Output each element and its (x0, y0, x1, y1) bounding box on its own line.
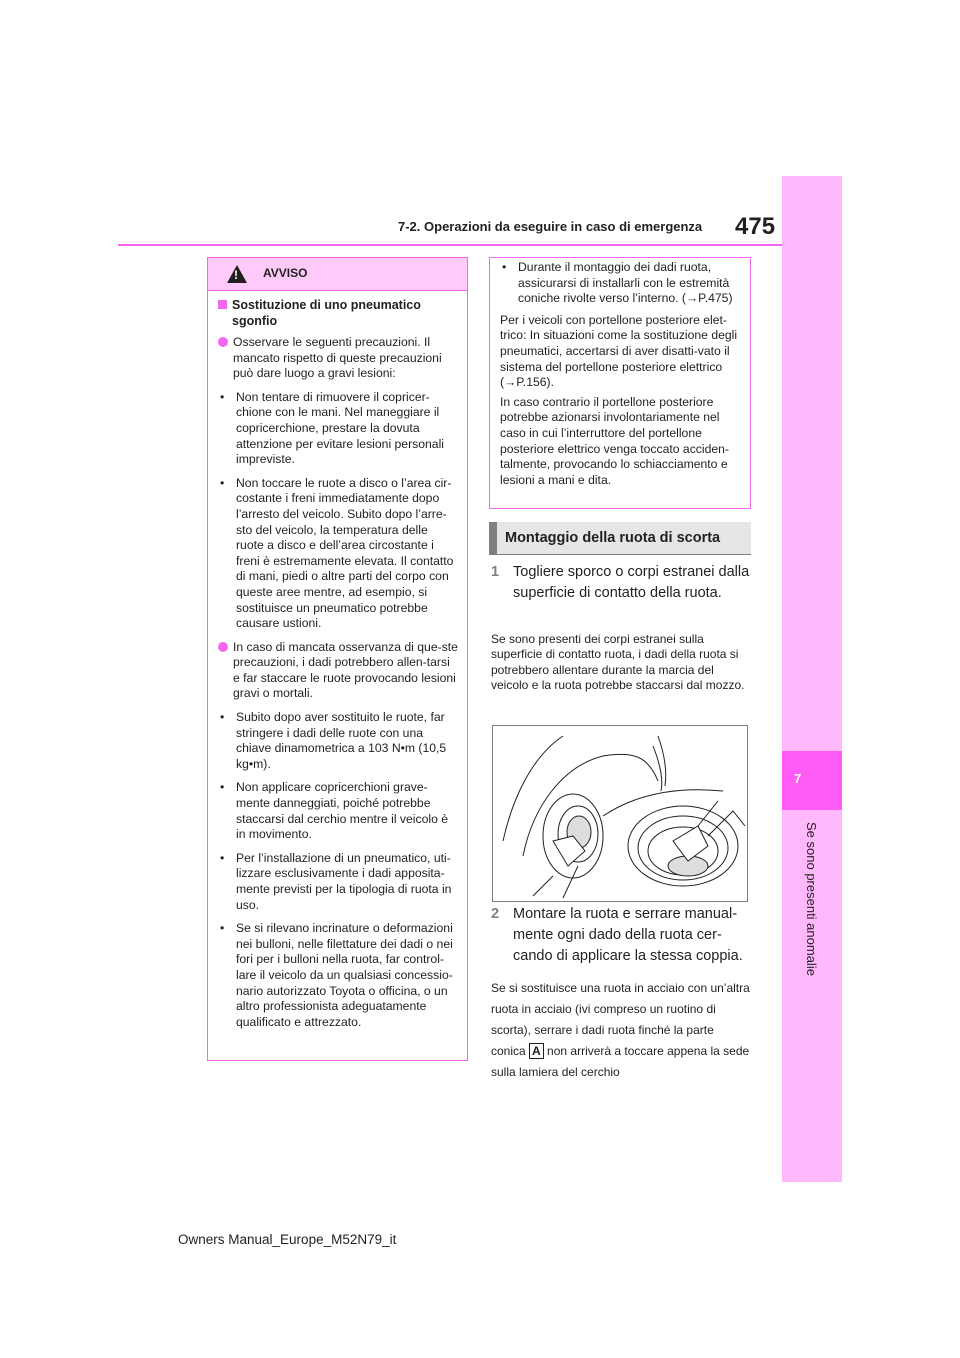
note-paragraph: In caso contrario il portellone posteriore potrebbe azionarsi involontariamente nel caso in cui l’interruttore del portellone posteriore elettrico venga toccato acciden-talmente, provocando lo schiacciamento e lesioni a mani e dita. (500, 394, 729, 487)
section-title: 7-2. Operazioni da eseguire in caso di emergenza (398, 219, 703, 234)
step-2-body (491, 978, 751, 1083)
warning-item-text: In caso di mancata osservanza di que-ste precauzioni, i dadi potrebbero allen-tarsi e far staccare le ruote provocando lesioni gravi o mortali. (233, 639, 458, 701)
circle-bullet-icon (218, 337, 228, 347)
chapter-label: Se sono presenti anomalie (804, 822, 819, 976)
warning-header (208, 258, 467, 291)
square-bullet-icon (218, 300, 227, 309)
step-2 (491, 904, 751, 967)
step-2-body-text: non arriverà a toccare appena la sede sulla lamiera del cerchio (491, 1044, 750, 1079)
warning-item-text: Subito dopo aver sostituito le ruote, far stringere i dadi delle ruote con una chiave dinamometrica a 103 N•m (10,5 kg•m). (236, 710, 447, 771)
chapter-number-tab[interactable] (782, 751, 842, 810)
step-number: 1 (491, 564, 500, 580)
note-bullet (500, 260, 741, 307)
warning-item-text: Se si rilevano incrinature o deformazioni nei bulloni, nelle filettature dei dadi o nei fori per i bulloni nella ruota, far control-lare il veicolo da un qualsiasi concessio-nario autorizzato Toyota o officina, o un altro professionista adeguatamente qualificato e attrezzato. (236, 921, 453, 1029)
note-bullet-text: Durante il montaggio dei dadi ruota, assicurarsi di installarli con le estremità coniche rivolte verso l’interno. (→P.475) (518, 260, 733, 306)
note-box (489, 257, 751, 509)
warning-item-text: Osservare le seguenti precauzioni. Il mancato rispetto di queste precauzioni può dare luogo a gravi lesioni: (233, 335, 442, 381)
dot-bullet-icon: • (220, 921, 225, 936)
step-1-body: Se sono presenti dei corpi estranei sulla superficie di contatto ruota, i dadi della ruota si potrebbero allentare durante la marcia del veicolo e la ruota potrebbe staccarsi dal mozzo. (491, 632, 745, 692)
warning-box (207, 257, 468, 1061)
dot-bullet-icon: • (220, 850, 225, 865)
dot-bullet-icon: • (502, 260, 507, 274)
label-a-marker: A (529, 1043, 544, 1059)
dot-bullet-icon: • (220, 780, 225, 795)
warning-item (218, 640, 458, 702)
page-number: 475 (735, 213, 776, 240)
header-divider (118, 244, 782, 246)
warning-item-text: Non tentare di rimuovere il copricer-chione con le mani. Nel maneggiare il copricerchione, prestare la dovuta attenzione per evitare lesioni personali impreviste. (236, 389, 444, 467)
warning-item (218, 921, 458, 1030)
note-paragraph: Per i veicoli con portellone posteriore elet-trico: In situazioni come la sostituzione degli pneumatici, accertarsi di aver disatti-vato il sistema del portellone posteriore elettrico (→P.156). (500, 312, 738, 390)
circle-bullet-icon (218, 642, 228, 652)
warning-item (218, 851, 458, 913)
warning-heading-text: Sostituzione di uno pneumatico sgonfio (232, 298, 421, 328)
warning-item-text: Per l’installazione di un pneumatico, uti-lizzare esclusivamente i dadi apposita-mente previsti per la tipologia di ruota in uso. (236, 850, 452, 912)
step-text: Montare la ruota e serrare manual-mente ogni dado della ruota cer-cando di applicare la stessa coppia. (513, 906, 743, 964)
section-heading-text: Montaggio della ruota di scorta (505, 530, 721, 546)
section-heading (489, 522, 751, 555)
warning-triangle-icon (227, 265, 247, 283)
warning-item (218, 476, 458, 632)
wheel-cleaning-illustration (492, 725, 748, 902)
chapter-number: 7 (794, 771, 802, 786)
warning-item-text: Non applicare copricerchioni grave-mente danneggiati, poiché potrebbe staccarsi dal cerchio mentre il veicolo è in movimento. (236, 780, 449, 842)
warning-item (218, 780, 458, 842)
warning-item (218, 710, 458, 772)
step-text: Togliere sporco o corpi estranei dalla superficie di contatto della ruota. (513, 564, 750, 601)
warning-item (218, 390, 458, 468)
dot-bullet-icon: • (220, 475, 225, 490)
chapter-side-tab (782, 176, 842, 1182)
dot-bullet-icon: • (220, 710, 225, 725)
dot-bullet-icon: • (220, 389, 225, 404)
step-1 (491, 562, 751, 604)
warning-item (218, 335, 458, 382)
step-number: 2 (491, 906, 500, 922)
warning-item-text: Non toccare le ruote a disco o l’area cir-costante i freni immediatamente dopo l’arresto del veicolo. Subito dopo l’arre-sto del veicolo, la temperatura delle ruote a disco e dell’area circostante i freni è estremamente elevata. Il contatto di mani, piedi o altre parti del corpo con queste aree mentre, ad esempio, si sostituisce un pneumatico potrebbe causare ustioni. (236, 475, 454, 631)
step-2-body-text: Se si sostituisce una ruota in acciaio con un’altra ruota in acciaio (ivi compreso un ruotino di scorta), serrare i dadi ruota finché la parte conica (491, 981, 750, 1058)
footer-doc-id: Owners Manual_Europe_M52N79_it (178, 1232, 397, 1247)
warning-label: AVVISO (263, 266, 308, 280)
warning-heading (218, 297, 458, 329)
